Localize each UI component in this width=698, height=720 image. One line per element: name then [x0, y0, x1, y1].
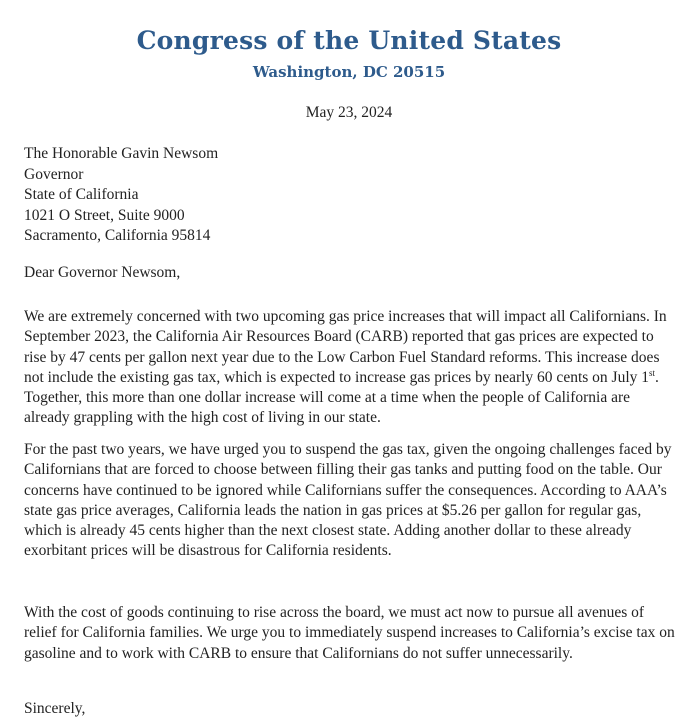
recipient-city: Sacramento, California 95814 [24, 227, 211, 244]
recipient-address [24, 144, 218, 247]
ordinal-superscript: st [649, 367, 656, 378]
letterhead-subtitle: Washington, DC 20515 [252, 63, 446, 81]
paragraph-1-text-a: We are extremely concerned with two upcoming gas price increases that will impact all Californians. In September 2023, the California Air Resources Board (CARB) reported that gas prices are expected to rise by 47 cents per gallon next year due to the Low Carbon Fuel Standard reforms. This increase does not include the existing gas tax, which is expected to increase gas prices by nearly 60 cents on July 1 [24, 308, 667, 386]
paragraph-1-text-b: . Together, this more than one dollar increase will come at a time when the people of California are already grappling with the high cost of living in our state. [24, 368, 659, 427]
letter-date: May 23, 2024 [305, 104, 393, 121]
recipient-street: 1021 O Street, Suite 9000 [24, 206, 185, 224]
paragraph-2: For the past two years, we have urged you to suspend the gas tax, given the ongoing challenges faced by Californians that are forced to choose between filling their gas tanks and putting food on the table. Our concerns have continued to be ignored while Californians suffer the consequences. According to AAA’s state gas price averages, California leads the nation in gas prices at $5.26 per gallon for regular gas, which is already 45 cents higher than the next closest state. Adding another dollar to these already exorbitant prices will be disastrous for California residents. [24, 441, 672, 560]
recipient-org: State of California [24, 186, 139, 203]
recipient-title: Governor [24, 165, 84, 183]
paragraph-3: With the cost of goods continuing to rise across the board, we must act now to pursue all avenues of relief for California families. We urge you to immediately suspend increases to California’s excise tax on gasoline and to work with CARB to ensure that Californians do not suffer unnecessarily. [24, 604, 675, 662]
letterhead-title: Congress of the United States [136, 26, 562, 55]
salutation: Dear Governor Newsom, [24, 264, 181, 281]
closing: Sincerely, [24, 700, 86, 717]
paragraph-1 [24, 307, 679, 429]
recipient-name: The Honorable Gavin Newsom [24, 145, 219, 162]
